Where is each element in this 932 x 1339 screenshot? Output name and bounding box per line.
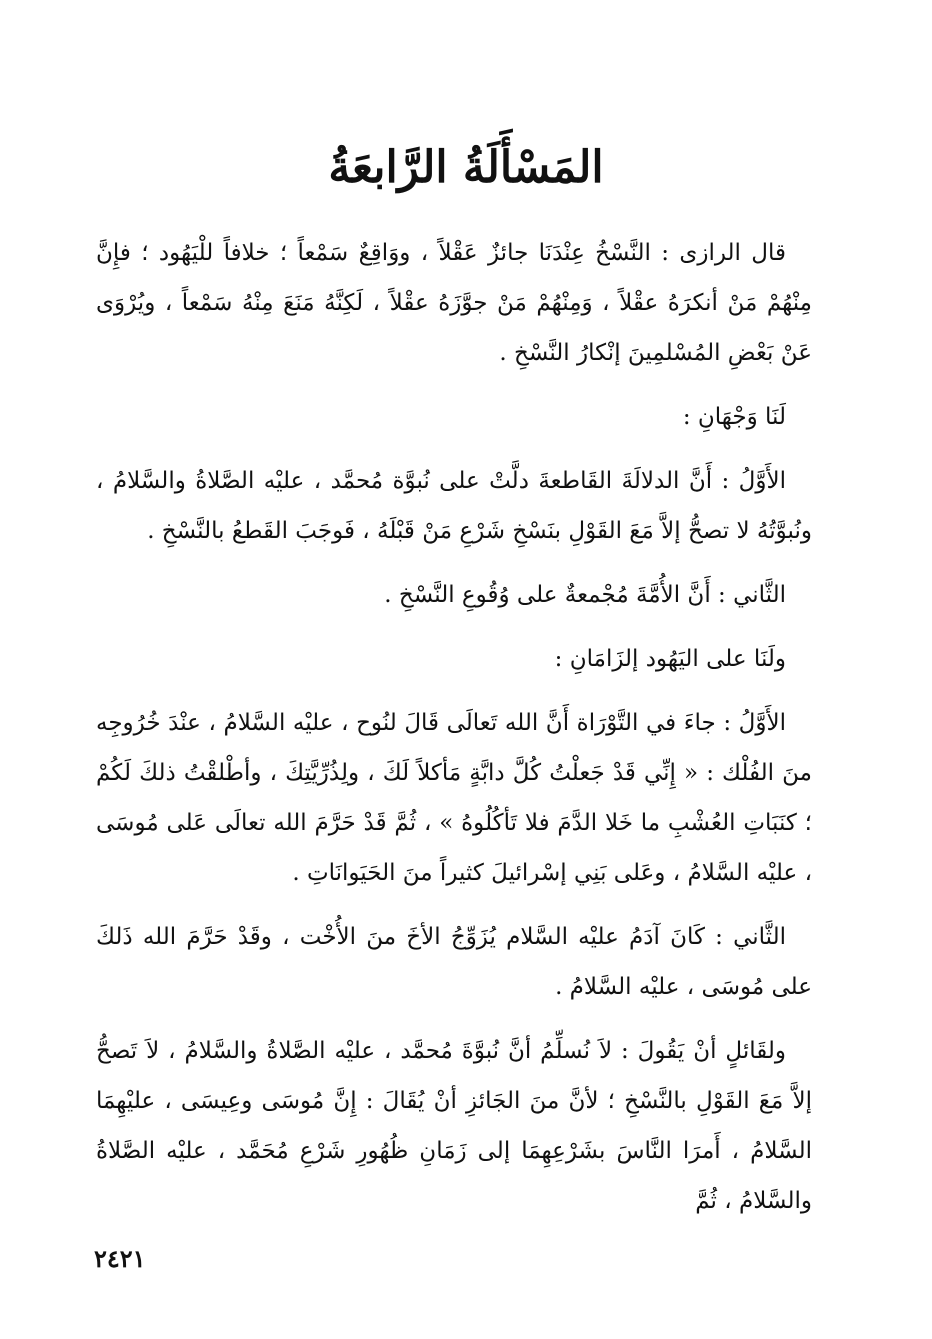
paragraph-razi-statement: قال الرازى : النَّسْخُ عِنْدَنَا جائزٌ عَقْلاً ، ووَاقِعٌ سَمْعاً ؛ خلافاً للْيَهُود ؛ فإِنَّ مِنْهُمْ مَنْ أنكرَهُ عقْلاً ، وَمِنْهُمْ مَنْ جوَّزَهُ عقْلاً ، لَكِنَّهُ مَنَعَ مِنْهُ سَمْعاً ، ويُرْوَى عَنْ بَعْضِ المُسْلمِينَ إنْكارُ النَّسْخِ . [96, 240, 812, 366]
paragraph-second-obligation: الثَّاني : كَانَ آدَمُ عليْه السَّلام يُزَوِّجُ الأخَ منَ الأُخْت ، وقَدْ حَرَّمَ الله ذَلكَ على مُوسَى ، عليْه السَّلامُ . [96, 924, 812, 1000]
chapter-title: المَسْأَلَةُ الرَّابعَةُ [328, 142, 604, 193]
paragraph-objection: ولقَائلٍ أنْ يَقُولَ : لاَ نُسلِّمُ أنَّ نُبوَّةَ مُحمَّد ، عليْه الصَّلاةُ والسَّلامُ ، لاَ تَصحُّ إلاَّ مَعَ القَوْلِ بالنَّسْخِ ؛ لأنَّ منَ الجَائزِ أنْ يُقَالَ : إِنَّ مُوسَى وعِيسَى ، عليْهِمَا السَّلامُ ، أَمرَا النَّاسَ بشَرْعِهِمَا إلى زَمَانِ ظُهُورِ شَرْعِ مُحَمَّد ، عليْه الصَّلاةُ والسَّلامُ ، ثُمَّ [96, 1038, 812, 1214]
body-text [96, 228, 812, 1240]
paragraph-two-obligations-heading: ولَنَا على اليَهُود إلزَامَانِ : [554, 646, 786, 672]
page-number: ٢٤٢١ [94, 1244, 146, 1273]
paragraph-second-aspect: الثَّاني : أَنَّ الأُمَّةَ مُجْمعةٌ على وُقُوعِ النَّسْخِ . [384, 582, 786, 608]
paragraph-first-aspect: الأَوَّلُ : أَنَّ الدلالَةَ القَاطعةَ دلَّتْ على نُبوَّة مُحمَّد ، عليْه الصَّلاةُ والسَّلامُ ، ونُبوَّتُهُ لا تصحُّ إلاَّ مَعَ القَوْلِ بنَسْخِ شَرْعِ مَنْ قَبْلَهُ ، فَوجَبَ القَطعُ بالنَّسْخِ . [96, 468, 812, 544]
paragraph-first-obligation: الأَوَّلُ : جاءَ في التَّوْرَاة أَنَّ الله تَعالَى قَالَ لنُوح ، عليْه السَّلامُ ، عنْدَ خُرُوجِه منَ الفُلْك : « إِنِّي قَدْ جَعلْتُ كُلَّ دابَّةٍ مَأكلاً لَكَ ، ولِذُرِّيَّتِكَ ، وأطْلقْتُ ذلكَ لَكُمْ ؛ كنَبَاتِ العُشْبِ ما خَلا الدَّمَ فلا تَأكُلُوهُ » ، ثُمَّ قَدْ حَرَّمَ الله تعالَى عَلى مُوسَى ، عليْه السَّلامُ ، وعَلى بَنِي إسْرائيلَ كثيراً منَ الحَيَوانَاتِ . [96, 710, 812, 886]
paragraph-two-aspects-heading: لَنَا وَجْهَانِ : [682, 404, 786, 430]
